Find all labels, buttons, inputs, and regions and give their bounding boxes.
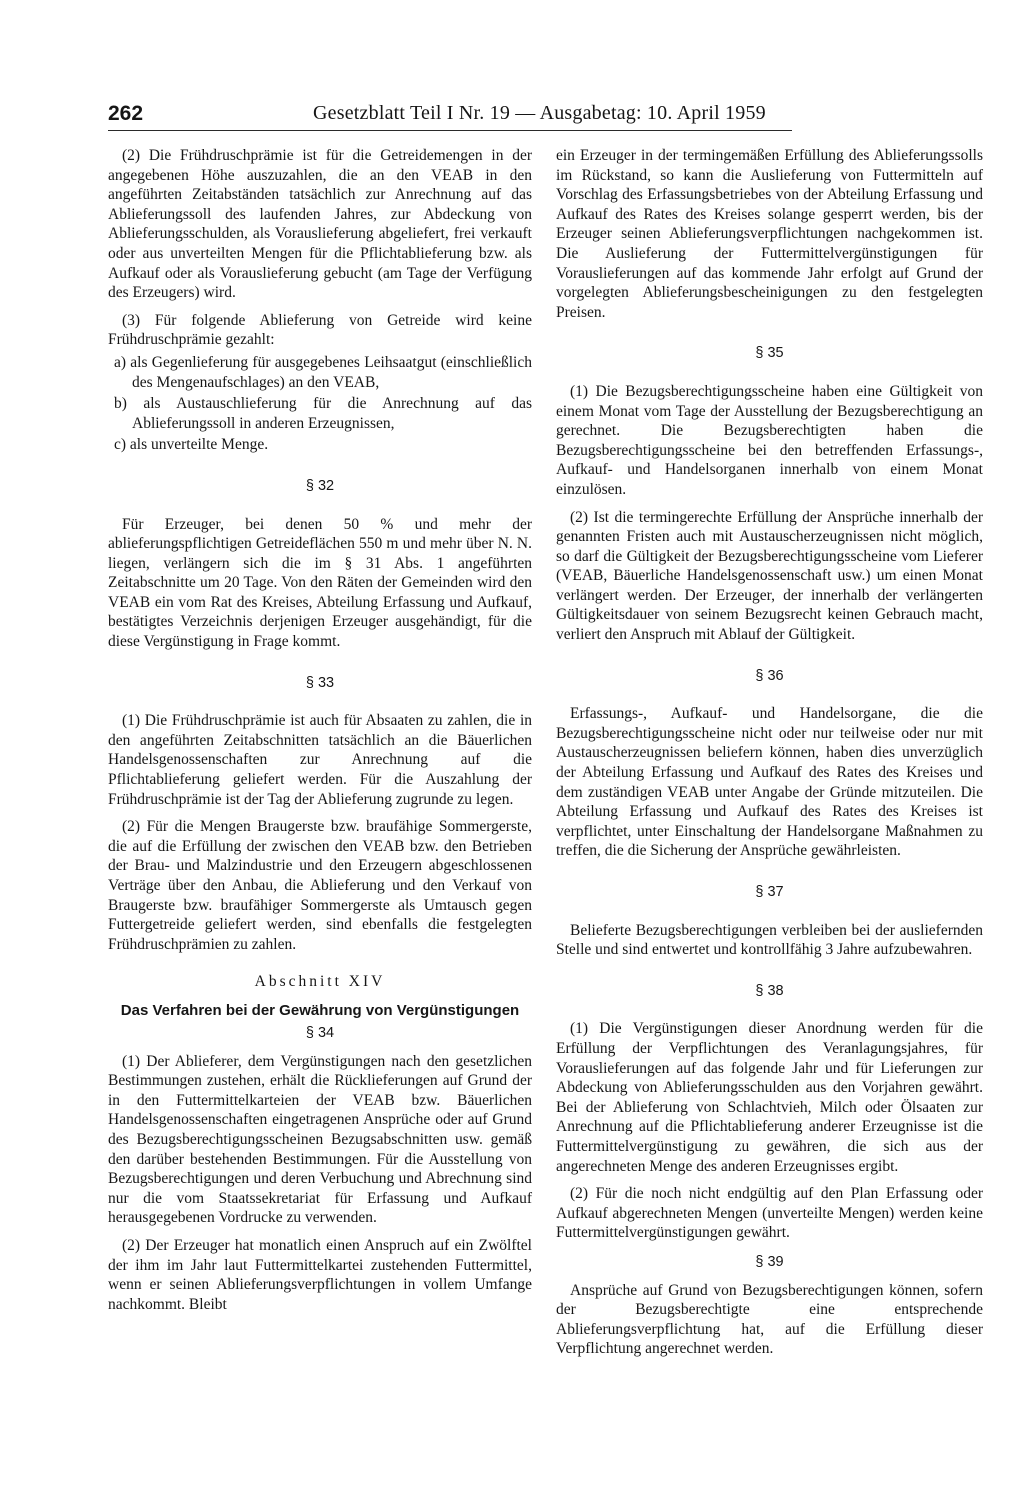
chapter-heading: Abschnitt XIV (254, 973, 386, 991)
left-column (108, 146, 532, 1322)
paragraph-39: Ansprüche auf Grund von Bezugsberechtigungen können, sofern der Bezugsberechtigte eine entsprechende Ablieferungsverpflichtung hat, auf die Erfüllung dieser Verpflichtung angerechnet werden. (556, 1281, 983, 1358)
section-heading-38: § 38 (755, 982, 784, 999)
paragraph-36: Erfassungs-, Aufkauf- und Handelsorgane, die die Bezugsberechtigungsscheine nicht oder nur teilweise oder nur mit Austauscherzeugnissen beliefern können, haben dies unverzüglich der Abteilung Erfassung und Aufkauf des Rates des Kreises und dem zuständigen VEAB unter Angabe der Gründe mitzuteilen. Die Abteilung Erfassung und Aufkauf des Rates des Kreises ist verpflichtet, unter Einschaltung der Handelsorgane Maßnahmen zu treffen, die die Sicherung der Ansprüche gewährleisten. (556, 705, 983, 860)
section-heading-32: § 32 (305, 477, 335, 494)
paragraph-31-2: (2) Die Frühdruschprämie ist für die Getreidemengen in der angegebenen Höhe auszuzahlen, die an den VEAB in den angeführten Zeitabständen tatsächlich zur Anrechnung auf das Ablieferungssoll des laufenden Jahres, zur Abdeckung von Ablieferungsschulden, als Vorauslieferung abgeliefert, frei verkauft oder aus unverteilten Mengen für die Pflichtablieferung bzw. als Aufkauf oder als Vorauslieferung gebucht (am Tage der Verfügung des Erzeugers) wird. (108, 147, 532, 302)
list-item-a: a) als Gegenlieferung für ausgegebenes Leihsaatgut (einschließlich des Mengenaufschlages) an den VEAB, (114, 353, 532, 391)
paragraph-34-2-continued: ein Erzeuger in der termingemäßen Erfüllung des Ablieferungssolls im Rückstand, so kann die Auslieferung von Futtermitteln auf Vorschlag des Erfassungsbetriebes von der Abteilung Erfassung und Aufkauf des Rates des Kreises solange gesperrt werden, bis der Erzeuger seinen Ablieferungsverpflichtungen nachgekommen ist. Die Auslieferung der Futtermittelvergünstigungen für Vorauslieferungen auf das kommende Jahr erfolgt auf Grund der vorgelegten Ablieferungsbescheinigungen zu den festgelegten Preisen. (556, 147, 983, 321)
page-header (108, 100, 792, 131)
paragraph-35-1: (1) Die Bezugsberechtigungsscheine haben eine Gültigkeit von einem Monat vom Tage der Ausstellung der Bezugsberechtigung an gerechnet. Die Bezugsberechtigten haben die Bezugsberechtigungsscheine bei den betreffenden Erfassungs-, Aufkauf- und Handelsorganen innerhalb von einem Monat einzulösen. (556, 382, 983, 498)
paragraph-38-2: (2) Für die noch nicht endgültig auf den Plan Erfassung oder Aufkauf abgerechneten Mengen (unverteilte Mengen) werden keine Futtermittelvergünstigungen gewährt. (556, 1185, 983, 1242)
paragraph-35-2: (2) Ist die termingerechte Erfüllung der Ansprüche innerhalb der genannten Fristen auch mit Austauscherzeugnissen nicht möglich, so darf die Gültigkeit der Bezugsberechtigungsscheine vom Lieferer (VEAB, Bäuerliche Handelsgenossenschaft usw.) um einen Monat verlängert werden. Der Erzeuger, der innerhalb der verlängerten Gültigkeitsdauer von seinem Bezugsrecht keinen Gebrauch macht, verliert den Anspruch mit Ablauf der Gültigkeit. (556, 508, 983, 644)
section-heading-35: § 35 (755, 345, 784, 362)
paragraph-38-1: (1) Die Vergünstigungen dieser Anordnung werden für die Erfüllung der Verpflichtungen des Veranlagungsjahres, für Vorauslieferungen auf das folgende Jahr und für Lieferungen zur Abdeckung von Ablieferungsschulden aus den Vorjahren gewährt. Bei der Ablieferung von Schlachtvieh, Milch oder Ölsaaten zur Anrechnung auf die Pflichtablieferung anderer Erzeugnisse ist die Futtermittelvergünstigung zu gewähren, die sich aus der angerechneten Menge des anderen Erzeugnisses ergibt. (556, 1020, 983, 1175)
right-column (556, 146, 983, 1367)
section-heading-34: § 34 (305, 1024, 335, 1041)
list-item-c: c) als unverteilte Menge. (114, 436, 269, 454)
paragraph-37: Belieferte Bezugsberechtigungen verbleiben bei der ausliefernden Stelle und sind entwertet und kontrollfähig 3 Jahre aufzubewahren. (556, 921, 983, 959)
paragraph-34-2: (2) Der Erzeuger hat monatlich einen Anspruch auf ein Zwölftel der ihm im Jahr laut Futtermittelkartei zustehenden Futtermittel, wenn er seinen Ablieferungsverpflichtungen in vollem Umfange nachkommt. Bleibt (108, 1236, 532, 1313)
paragraph-34-1: (1) Der Ablieferer, dem Vergünstigungen nach den gesetzlichen Bestimmungen zustehen, erhält die Rücklieferungen auf Grund der in den Futtermittelkarteien der VEAB bzw. Bäuerlichen Handelsgenossenschaften eingetragenen Ansprüche oder auf Grund des Bezugsberechtigungsscheinen Bezugsabschnitten usw. gemäß den darüber bestehenden Bestimmungen. Für die Ausstellung von Bezugsberechtigungen und deren Verbuchung und Abrechnung sind nur die vom Staatssekretariat für Erfassung und Aufkauf herausgegebenen Vordrucke zu verwenden. (108, 1052, 532, 1227)
page-number: 262 (108, 102, 144, 125)
list-item-b: b) als Austauschlieferung für die Anrechnung auf das Ablieferungssoll in anderen Erzeugnissen, (114, 395, 532, 432)
section-heading-37: § 37 (755, 884, 784, 900)
paragraph-33-1: (1) Die Frühdruschprämie ist auch für Absaaten zu zahlen, die in den angeführten Zeitabschnitten tatsächlich an die Bäuerlichen Handelsgenossenschaften zur Anrechnung auf die Pflichtablieferung geliefert werden. Für die Auszahlung der Frühdruschprämie ist der Tag der Ablieferung zugrunde zu legen. (108, 712, 532, 808)
section-heading-36: § 36 (755, 667, 784, 684)
paragraph-32: Für Erzeuger, bei denen 50 % und mehr der ablieferungspflichtigen Getreideflächen 550 m und mehr über N. N. liegen, verlängern sich die im § 31 Abs. 1 angeführten Zeitabschnitte um 20 Tage. Von den Räten der Gemeinden wird den VEAB ein vom Rat des Kreises, Abteilung Erfassung und Aufkauf, bestätigtes Verzeichnis derjenigen Erzeuger ausgehändigt, für die diese Vergünstigung in Frage kommt. (108, 515, 532, 651)
paragraph-33-2: (2) Für die Mengen Braugerste bzw. braufähige Sommergerste, die auf die Erfüllung der zwischen den VEAB bzw. den Betrieben der Brau- und Malzindustrie und den Erzeugern abgeschlossenen Verträge über den Anbau, die Ablieferung und den Verkauf von Braugerste bzw. braufähiger Sommergerste als Umtausch gegen Futtergetreide geliefert werden, sind ebenfalls die festgelegten Frühdruschprämien zu zahlen. (108, 818, 532, 953)
chapter-title: Das Verfahren bei der Gewährung von Vergünstigungen (120, 1001, 520, 1019)
section-heading-33: § 33 (305, 674, 335, 691)
section-heading-39: § 39 (755, 1253, 784, 1270)
header-title: Gesetzblatt Teil I Nr. 19 — Ausgabetag: 10. April 1959 (313, 102, 766, 124)
paragraph-31-3: (3) Für folgende Ablieferung von Getreide wird keine Frühdruschprämie gezahlt: (108, 311, 532, 349)
